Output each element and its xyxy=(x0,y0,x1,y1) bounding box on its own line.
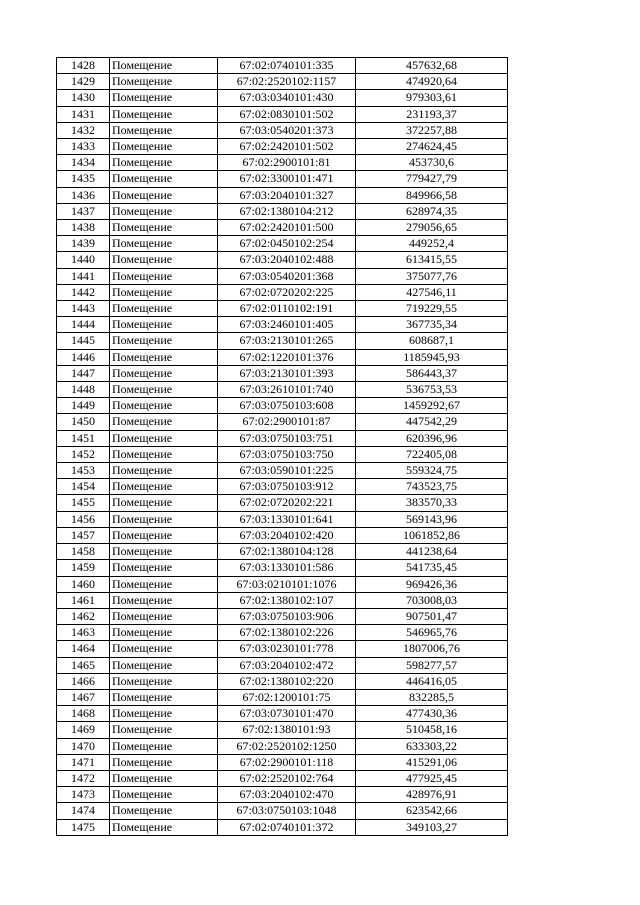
table-row xyxy=(57,398,508,414)
row-number-cell: 1433 xyxy=(57,139,110,155)
row-number-cell: 1459 xyxy=(57,560,110,576)
object-type-cell: Помещение xyxy=(110,641,218,657)
value-cell: 1459292,67 xyxy=(356,398,508,414)
object-type-cell: Помещение xyxy=(110,187,218,203)
property-table-body xyxy=(57,58,508,836)
object-type-cell: Помещение xyxy=(110,770,218,786)
value-cell: 510458,16 xyxy=(356,722,508,738)
row-number-cell: 1429 xyxy=(57,74,110,90)
object-type-cell: Помещение xyxy=(110,349,218,365)
table-row xyxy=(57,560,508,576)
row-number-cell: 1474 xyxy=(57,803,110,819)
value-cell: 569143,96 xyxy=(356,511,508,527)
object-type-cell: Помещение xyxy=(110,220,218,236)
value-cell: 474920,64 xyxy=(356,74,508,90)
object-type-cell: Помещение xyxy=(110,90,218,106)
cadastral-number-cell: 67:03:0230101:778 xyxy=(218,641,356,657)
value-cell: 375077,76 xyxy=(356,268,508,284)
object-type-cell: Помещение xyxy=(110,657,218,673)
value-cell: 541735,45 xyxy=(356,560,508,576)
table-row xyxy=(57,463,508,479)
value-cell: 743523,75 xyxy=(356,479,508,495)
row-number-cell: 1468 xyxy=(57,706,110,722)
object-type-cell: Помещение xyxy=(110,527,218,543)
table-row xyxy=(57,106,508,122)
row-number-cell: 1440 xyxy=(57,252,110,268)
value-cell: 383570,33 xyxy=(356,495,508,511)
object-type-cell: Помещение xyxy=(110,754,218,770)
cadastral-number-cell: 67:02:1200101:75 xyxy=(218,689,356,705)
value-cell: 628974,35 xyxy=(356,203,508,219)
object-type-cell: Помещение xyxy=(110,560,218,576)
row-number-cell: 1469 xyxy=(57,722,110,738)
object-type-cell: Помещение xyxy=(110,544,218,560)
table-row xyxy=(57,576,508,592)
row-number-cell: 1464 xyxy=(57,641,110,657)
value-cell: 623542,66 xyxy=(356,803,508,819)
object-type-cell: Помещение xyxy=(110,819,218,835)
cadastral-number-cell: 67:02:1220101:376 xyxy=(218,349,356,365)
cadastral-number-cell: 67:02:0740101:372 xyxy=(218,819,356,835)
table-row xyxy=(57,220,508,236)
value-cell: 907501,47 xyxy=(356,608,508,624)
table-row xyxy=(57,430,508,446)
row-number-cell: 1457 xyxy=(57,527,110,543)
cadastral-number-cell: 67:02:2900101:87 xyxy=(218,414,356,430)
table-row xyxy=(57,787,508,803)
cadastral-number-cell: 67:03:2460101:405 xyxy=(218,317,356,333)
table-row xyxy=(57,819,508,835)
cadastral-number-cell: 67:02:0740101:335 xyxy=(218,58,356,74)
table-row xyxy=(57,90,508,106)
table-row xyxy=(57,770,508,786)
value-cell: 779427,79 xyxy=(356,171,508,187)
value-cell: 598277,57 xyxy=(356,657,508,673)
object-type-cell: Помещение xyxy=(110,398,218,414)
cadastral-number-cell: 67:03:0590101:225 xyxy=(218,463,356,479)
cadastral-number-cell: 67:03:0750103:912 xyxy=(218,479,356,495)
row-number-cell: 1467 xyxy=(57,689,110,705)
object-type-cell: Помещение xyxy=(110,268,218,284)
cadastral-number-cell: 67:03:0210101:1076 xyxy=(218,576,356,592)
cadastral-number-cell: 67:02:1380102:107 xyxy=(218,592,356,608)
value-cell: 969426,36 xyxy=(356,576,508,592)
object-type-cell: Помещение xyxy=(110,576,218,592)
row-number-cell: 1439 xyxy=(57,236,110,252)
value-cell: 415291,06 xyxy=(356,754,508,770)
value-cell: 832285,5 xyxy=(356,689,508,705)
row-number-cell: 1428 xyxy=(57,58,110,74)
cadastral-number-cell: 67:02:0450102:254 xyxy=(218,236,356,252)
value-cell: 546965,76 xyxy=(356,625,508,641)
row-number-cell: 1466 xyxy=(57,673,110,689)
row-number-cell: 1475 xyxy=(57,819,110,835)
row-number-cell: 1446 xyxy=(57,349,110,365)
cadastral-number-cell: 67:03:2130101:393 xyxy=(218,365,356,381)
value-cell: 722405,08 xyxy=(356,446,508,462)
object-type-cell: Помещение xyxy=(110,301,218,317)
row-number-cell: 1432 xyxy=(57,122,110,138)
object-type-cell: Помещение xyxy=(110,446,218,462)
row-number-cell: 1443 xyxy=(57,301,110,317)
object-type-cell: Помещение xyxy=(110,106,218,122)
cadastral-number-cell: 67:02:2900101:81 xyxy=(218,155,356,171)
table-row xyxy=(57,722,508,738)
object-type-cell: Помещение xyxy=(110,495,218,511)
cadastral-number-cell: 67:02:1380101:93 xyxy=(218,722,356,738)
object-type-cell: Помещение xyxy=(110,689,218,705)
object-type-cell: Помещение xyxy=(110,414,218,430)
value-cell: 979303,61 xyxy=(356,90,508,106)
row-number-cell: 1441 xyxy=(57,268,110,284)
cadastral-number-cell: 67:02:0830101:502 xyxy=(218,106,356,122)
value-cell: 477925,45 xyxy=(356,770,508,786)
row-number-cell: 1463 xyxy=(57,625,110,641)
value-cell: 274624,45 xyxy=(356,139,508,155)
table-row xyxy=(57,171,508,187)
row-number-cell: 1450 xyxy=(57,414,110,430)
value-cell: 1807006,76 xyxy=(356,641,508,657)
object-type-cell: Помещение xyxy=(110,139,218,155)
cadastral-number-cell: 67:02:2900101:118 xyxy=(218,754,356,770)
object-type-cell: Помещение xyxy=(110,284,218,300)
table-row xyxy=(57,625,508,641)
value-cell: 457632,68 xyxy=(356,58,508,74)
table-row xyxy=(57,203,508,219)
table-row xyxy=(57,333,508,349)
table-row xyxy=(57,122,508,138)
value-cell: 349103,27 xyxy=(356,819,508,835)
object-type-cell: Помещение xyxy=(110,608,218,624)
cadastral-number-cell: 67:03:2130101:265 xyxy=(218,333,356,349)
object-type-cell: Помещение xyxy=(110,236,218,252)
object-type-cell: Помещение xyxy=(110,803,218,819)
cadastral-number-cell: 67:02:2420101:502 xyxy=(218,139,356,155)
value-cell: 703008,03 xyxy=(356,592,508,608)
cadastral-number-cell: 67:03:2040102:488 xyxy=(218,252,356,268)
row-number-cell: 1452 xyxy=(57,446,110,462)
row-number-cell: 1461 xyxy=(57,592,110,608)
row-number-cell: 1437 xyxy=(57,203,110,219)
cadastral-number-cell: 67:02:1380102:220 xyxy=(218,673,356,689)
object-type-cell: Помещение xyxy=(110,155,218,171)
table-row xyxy=(57,446,508,462)
object-type-cell: Помещение xyxy=(110,511,218,527)
object-type-cell: Помещение xyxy=(110,365,218,381)
table-row xyxy=(57,641,508,657)
cadastral-number-cell: 67:03:0750103:1048 xyxy=(218,803,356,819)
cadastral-number-cell: 67:03:1330101:641 xyxy=(218,511,356,527)
value-cell: 1185945,93 xyxy=(356,349,508,365)
row-number-cell: 1453 xyxy=(57,463,110,479)
object-type-cell: Помещение xyxy=(110,430,218,446)
row-number-cell: 1451 xyxy=(57,430,110,446)
cadastral-number-cell: 67:03:2040101:327 xyxy=(218,187,356,203)
cadastral-number-cell: 67:03:0750103:751 xyxy=(218,430,356,446)
table-row xyxy=(57,252,508,268)
row-number-cell: 1454 xyxy=(57,479,110,495)
object-type-cell: Помещение xyxy=(110,122,218,138)
value-cell: 608687,1 xyxy=(356,333,508,349)
table-row xyxy=(57,139,508,155)
table-row xyxy=(57,236,508,252)
value-cell: 449252,4 xyxy=(356,236,508,252)
cadastral-number-cell: 67:03:0540201:368 xyxy=(218,268,356,284)
cadastral-number-cell: 67:02:0720202:221 xyxy=(218,495,356,511)
row-number-cell: 1455 xyxy=(57,495,110,511)
row-number-cell: 1462 xyxy=(57,608,110,624)
table-row xyxy=(57,268,508,284)
value-cell: 447542,29 xyxy=(356,414,508,430)
cadastral-number-cell: 67:02:0720202:225 xyxy=(218,284,356,300)
cadastral-number-cell: 67:03:0750103:906 xyxy=(218,608,356,624)
object-type-cell: Помещение xyxy=(110,252,218,268)
cadastral-number-cell: 67:03:2610101:740 xyxy=(218,382,356,398)
object-type-cell: Помещение xyxy=(110,317,218,333)
cadastral-number-cell: 67:03:0730101:470 xyxy=(218,706,356,722)
table-row xyxy=(57,673,508,689)
cadastral-number-cell: 67:03:2040102:420 xyxy=(218,527,356,543)
object-type-cell: Помещение xyxy=(110,625,218,641)
cadastral-number-cell: 67:03:0750103:608 xyxy=(218,398,356,414)
table-row xyxy=(57,803,508,819)
row-number-cell: 1471 xyxy=(57,754,110,770)
table-row xyxy=(57,317,508,333)
row-number-cell: 1431 xyxy=(57,106,110,122)
table-row xyxy=(57,382,508,398)
row-number-cell: 1465 xyxy=(57,657,110,673)
value-cell: 536753,53 xyxy=(356,382,508,398)
table-row xyxy=(57,527,508,543)
row-number-cell: 1436 xyxy=(57,187,110,203)
object-type-cell: Помещение xyxy=(110,592,218,608)
cadastral-number-cell: 67:02:2520102:1250 xyxy=(218,738,356,754)
table-row xyxy=(57,58,508,74)
table-row xyxy=(57,592,508,608)
cadastral-number-cell: 67:02:1380104:212 xyxy=(218,203,356,219)
row-number-cell: 1435 xyxy=(57,171,110,187)
value-cell: 613415,55 xyxy=(356,252,508,268)
object-type-cell: Помещение xyxy=(110,706,218,722)
value-cell: 559324,75 xyxy=(356,463,508,479)
row-number-cell: 1449 xyxy=(57,398,110,414)
cadastral-number-cell: 67:03:2040102:470 xyxy=(218,787,356,803)
table-row xyxy=(57,284,508,300)
cadastral-number-cell: 67:03:0750103:750 xyxy=(218,446,356,462)
value-cell: 620396,96 xyxy=(356,430,508,446)
object-type-cell: Помещение xyxy=(110,203,218,219)
value-cell: 1061852,86 xyxy=(356,527,508,543)
object-type-cell: Помещение xyxy=(110,673,218,689)
value-cell: 231193,37 xyxy=(356,106,508,122)
table-row xyxy=(57,479,508,495)
object-type-cell: Помещение xyxy=(110,333,218,349)
value-cell: 719229,55 xyxy=(356,301,508,317)
cadastral-number-cell: 67:02:0110102:191 xyxy=(218,301,356,317)
table-row xyxy=(57,495,508,511)
row-number-cell: 1456 xyxy=(57,511,110,527)
cadastral-number-cell: 67:02:2520102:764 xyxy=(218,770,356,786)
object-type-cell: Помещение xyxy=(110,382,218,398)
object-type-cell: Помещение xyxy=(110,722,218,738)
object-type-cell: Помещение xyxy=(110,74,218,90)
row-number-cell: 1445 xyxy=(57,333,110,349)
value-cell: 428976,91 xyxy=(356,787,508,803)
cadastral-number-cell: 67:03:0340101:430 xyxy=(218,90,356,106)
table-row xyxy=(57,689,508,705)
value-cell: 446416,05 xyxy=(356,673,508,689)
row-number-cell: 1430 xyxy=(57,90,110,106)
row-number-cell: 1447 xyxy=(57,365,110,381)
row-number-cell: 1442 xyxy=(57,284,110,300)
cadastral-number-cell: 67:02:3300101:471 xyxy=(218,171,356,187)
row-number-cell: 1448 xyxy=(57,382,110,398)
object-type-cell: Помещение xyxy=(110,58,218,74)
property-table xyxy=(56,57,508,836)
value-cell: 427546,11 xyxy=(356,284,508,300)
value-cell: 849966,58 xyxy=(356,187,508,203)
cadastral-number-cell: 67:02:2420101:500 xyxy=(218,220,356,236)
row-number-cell: 1434 xyxy=(57,155,110,171)
value-cell: 586443,37 xyxy=(356,365,508,381)
cadastral-number-cell: 67:02:1380104:128 xyxy=(218,544,356,560)
value-cell: 453730,6 xyxy=(356,155,508,171)
table-row xyxy=(57,74,508,90)
row-number-cell: 1438 xyxy=(57,220,110,236)
object-type-cell: Помещение xyxy=(110,787,218,803)
value-cell: 372257,88 xyxy=(356,122,508,138)
cadastral-number-cell: 67:03:1330101:586 xyxy=(218,560,356,576)
table-row xyxy=(57,754,508,770)
value-cell: 633303,22 xyxy=(356,738,508,754)
table-row xyxy=(57,301,508,317)
row-number-cell: 1472 xyxy=(57,770,110,786)
row-number-cell: 1460 xyxy=(57,576,110,592)
table-row xyxy=(57,349,508,365)
table-row xyxy=(57,414,508,430)
value-cell: 279056,65 xyxy=(356,220,508,236)
table-row xyxy=(57,187,508,203)
table-row xyxy=(57,511,508,527)
object-type-cell: Помещение xyxy=(110,738,218,754)
cadastral-number-cell: 67:02:1380102:226 xyxy=(218,625,356,641)
object-type-cell: Помещение xyxy=(110,479,218,495)
value-cell: 477430,36 xyxy=(356,706,508,722)
object-type-cell: Помещение xyxy=(110,171,218,187)
cadastral-number-cell: 67:03:2040102:472 xyxy=(218,657,356,673)
table-row xyxy=(57,706,508,722)
table-row xyxy=(57,657,508,673)
row-number-cell: 1444 xyxy=(57,317,110,333)
cadastral-number-cell: 67:03:0540201:373 xyxy=(218,122,356,138)
table-row xyxy=(57,608,508,624)
table-row xyxy=(57,155,508,171)
table-row xyxy=(57,365,508,381)
table-row xyxy=(57,738,508,754)
row-number-cell: 1458 xyxy=(57,544,110,560)
value-cell: 441238,64 xyxy=(356,544,508,560)
table-row xyxy=(57,544,508,560)
cadastral-number-cell: 67:02:2520102:1157 xyxy=(218,74,356,90)
object-type-cell: Помещение xyxy=(110,463,218,479)
row-number-cell: 1470 xyxy=(57,738,110,754)
value-cell: 367735,34 xyxy=(356,317,508,333)
row-number-cell: 1473 xyxy=(57,787,110,803)
